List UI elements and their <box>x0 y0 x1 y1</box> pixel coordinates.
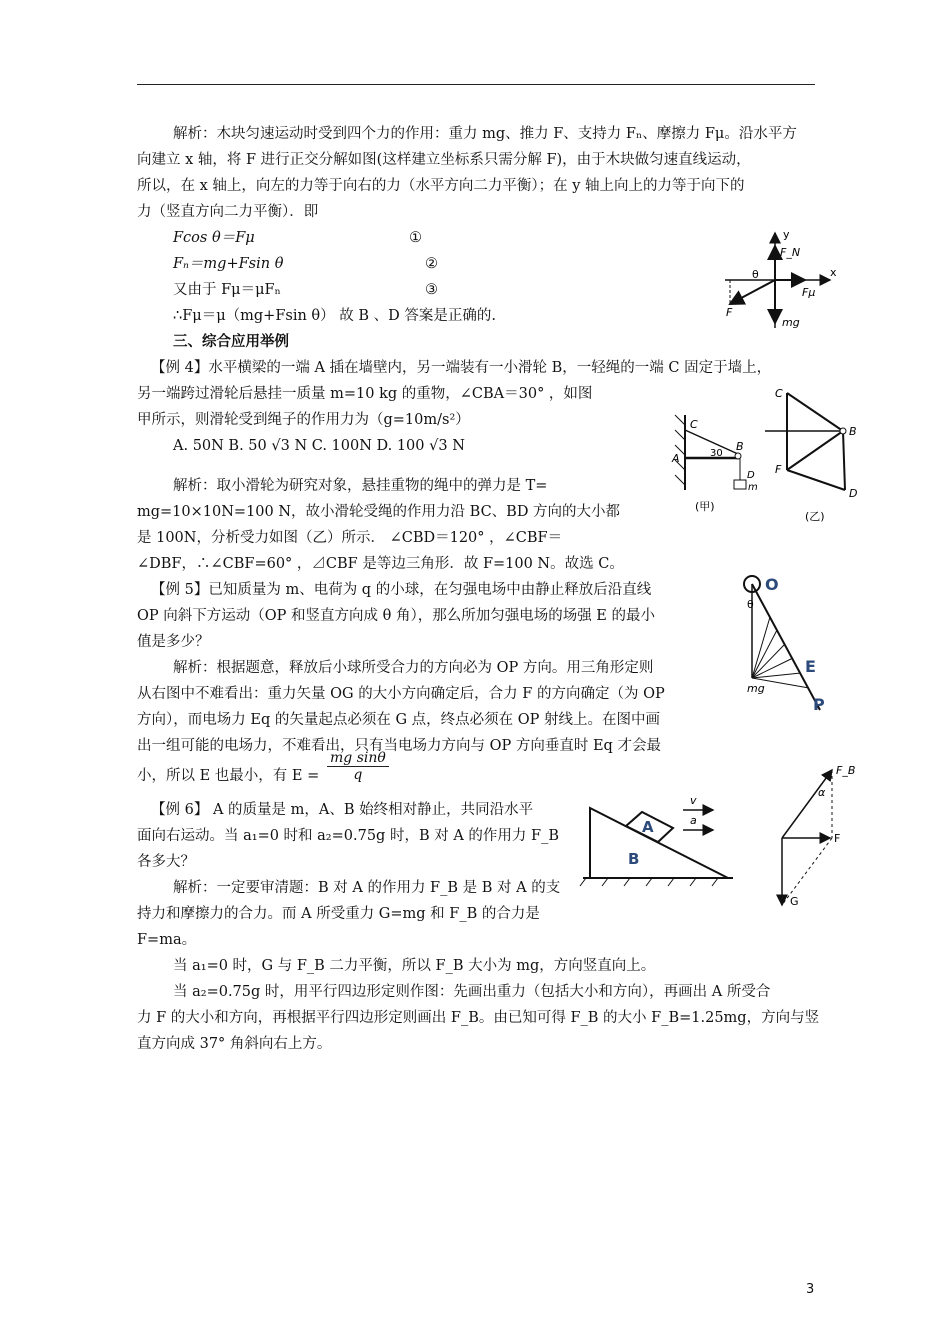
caption-jia: (甲) <box>695 500 715 513</box>
force-diagram-axes <box>720 228 840 338</box>
figure-parallelogram <box>760 760 855 910</box>
a-label: a <box>690 814 697 827</box>
equation-3-number: ③ <box>425 282 438 298</box>
ground-hatch <box>602 878 608 886</box>
theta-label: θ <box>747 598 754 611</box>
c-label: C <box>690 418 698 431</box>
p-label: P <box>813 695 825 714</box>
figure-incline-blocks <box>578 790 743 890</box>
pulley-b <box>840 428 846 434</box>
example-6-solution: 当 a₂=0.75g 时，用平行四边形定则作图：先画出重力（包括大小和方向），再画出 A 所受合 <box>173 984 771 1000</box>
ground-hatch <box>690 878 696 886</box>
wall-hatch <box>675 415 685 425</box>
figure-yi-force-triangle <box>765 385 880 525</box>
example-5-solution: 出一组可能的电场力，不难看出，只有当电场力方向与 OP 方向垂直时 Eq 才会最 <box>137 738 661 754</box>
para-line: 所以，在 x 轴上，向左的力等于向右的力（水平方向二力平衡）；在 y 轴上向上的力等于向下的 <box>137 178 745 194</box>
equation-4: ∴Fμ＝μ（mg+Fsin θ） 故 B 、D 答案是正确的. <box>173 308 496 324</box>
fraction-denominator: q <box>353 767 363 783</box>
block-b-label: B <box>628 850 640 868</box>
mg-label: mg <box>747 682 765 695</box>
block-a-label: A <box>642 818 654 836</box>
f-label: F <box>726 306 733 319</box>
m-label: m <box>748 482 758 493</box>
example-5-solution: 方向），而电场力 Eq 的矢量起点必须在 G 点，终点必须在 OP 射线上。在图中画 <box>137 712 660 728</box>
line-fb <box>787 431 843 470</box>
f-label: F <box>834 832 841 845</box>
example-6-solution: 持力和摩擦力的合力。而 A 所受重力 G=mg 和 F_B 的合力是 <box>137 906 540 922</box>
example-5-line: 【例 5】已知质量为 m、电荷为 q 的小球，在匀强电场中由静止释放后沿直线 <box>151 582 652 598</box>
alpha-label: α <box>818 786 826 799</box>
b-label: B <box>849 425 857 438</box>
section-heading: 三、综合应用举例 <box>173 333 289 350</box>
weight-box <box>734 480 746 489</box>
e-label: E <box>805 657 816 676</box>
d-label: D <box>849 487 858 500</box>
ground-hatch <box>580 878 586 886</box>
equation-1: Fcos θ＝Fμ <box>173 230 255 246</box>
fn-label: F_N <box>780 246 801 259</box>
fb-label: F_B <box>836 764 856 777</box>
example-4-line: 另一端跨过滑轮后悬挂一质量 m=10 kg 的重物，∠CBA＝30° ，如图 <box>137 386 593 402</box>
d-label: D <box>747 470 755 481</box>
c-label: C <box>775 387 783 400</box>
example-4-solution: 解析：取小滑轮为研究对象，悬挂重物的绳中的弹力是 T= <box>173 478 548 494</box>
o-label: O <box>765 575 779 594</box>
angle-label: 30 <box>710 448 723 459</box>
example-6-solution: F=ma。 <box>137 932 197 948</box>
fmu-label: Fμ <box>802 286 816 299</box>
v-label: v <box>690 794 697 807</box>
para-line: 力（竖直方向二力平衡）．即 <box>137 204 319 220</box>
y-label: y <box>783 228 790 241</box>
caption-yi: (乙) <box>805 510 825 523</box>
equation-2-number: ② <box>425 256 438 272</box>
ground-hatch <box>712 878 718 886</box>
equation-1-number: ① <box>409 230 422 246</box>
b-label: B <box>736 440 744 453</box>
wall-hatch <box>675 475 685 485</box>
figure-electric-field-vectors <box>735 570 845 720</box>
example-6-line: 面向右运动。当 a₁=0 时和 a₂=0.75g 时，B 对 A 的作用力 F_B <box>137 828 559 844</box>
wall-hatch <box>675 430 685 440</box>
fb-vector <box>782 770 832 838</box>
example-4-options: A. 50N B. 50 √3 N C. 100N D. 100 √3 N <box>173 438 465 454</box>
equation-2: Fₙ＝mg+Fsin θ <box>173 256 284 272</box>
example-6-line: 各多大？ <box>137 854 195 870</box>
example-4-line: 甲所示，则滑轮受到绳子的作用力为（g=10m/s²） <box>137 412 470 428</box>
example-5-solution: 从右图中不难看出：重力矢量 OG 的大小方向确定后，合力 F 的方向确定（为 OP <box>137 686 665 702</box>
ground-hatch <box>646 878 652 886</box>
formula-fraction <box>327 750 389 783</box>
line-bd <box>843 431 845 490</box>
ground-hatch <box>668 878 674 886</box>
example-4-solution: mg=10×10N=100 N，故小滑轮受绳的作用力沿 BC、BD 方向的大小都 <box>137 504 621 520</box>
example-6-solution: 力 F 的大小和方向，再根据平行四边形定则画出 F_B。由已知可得 F_B 的大小 F_B=1.25mg，方向与竖 <box>137 1010 820 1026</box>
para-line: 解析：木块匀速运动时受到四个力的作用：重力 mg、推力 F、支持力 Fₙ、摩擦力 Fμ。沿水平方 <box>173 126 797 142</box>
field-force-vector <box>752 658 793 678</box>
example-6-solution: 解析：一定要审清题：B 对 A 的作用力 F_B 是 B 对 A 的支 <box>173 880 561 896</box>
example-5-line: OP 向斜下方运动（OP 和竖直方向成 θ 角），那么所加匀强电场的场强 E 的最小 <box>137 608 656 624</box>
field-force-vector <box>752 673 801 678</box>
example-5-solution: 解析：根据题意，释放后小球所受合力的方向必为 OP 方向。用三角形定则 <box>173 660 654 676</box>
page-number: 3 <box>806 1282 815 1297</box>
ground-hatch <box>624 878 630 886</box>
f-label: F <box>775 463 782 476</box>
equation-3: 又由于 Fμ＝μFₙ <box>173 282 281 298</box>
example-6-solution: 当 a₁=0 时，G 与 F_B 二力平衡，所以 F_B 大小为 mg，方向竖直向上。 <box>173 958 656 974</box>
example-4-solution: ∠DBF，∴∠CBF=60° ，⊿CBF 是等边三角形．故 F=100 N。故选 C。 <box>137 556 624 572</box>
example-5-line: 值是多少？ <box>137 634 210 650</box>
line-cb <box>787 393 843 431</box>
push-force-arrow <box>730 280 775 304</box>
a-label: A <box>672 452 680 465</box>
para-line: 向建立 x 轴，将 F 进行正交分解如图(这样建立坐标系只需分解 F)，由于木块做匀速直线运动， <box>137 152 751 168</box>
example-4-line: 【例 4】水平横梁的一端 A 插在墙壁内，另一端装有一小滑轮 B，一轻绳的一端 C 固定于墙上， <box>151 360 772 376</box>
example-6-solution: 直方向成 37° 角斜向右上方。 <box>137 1036 332 1052</box>
header-rule <box>137 84 815 85</box>
figure-jia-wall-beam <box>650 410 760 520</box>
theta-label: θ <box>752 268 759 281</box>
x-label: x <box>830 266 837 279</box>
mg-label: mg <box>782 316 800 329</box>
g-label: G <box>790 895 799 908</box>
example-4-solution: 是 100N，分析受力如图（乙）所示． ∠CBD＝120° ，∠CBF＝ <box>137 530 563 546</box>
example-6-line: 【例 6】 A 的质量是 m，A、B 始终相对静止，共同沿水平 <box>151 802 534 818</box>
fraction-numerator: mg sinθ <box>327 750 389 767</box>
example-5-solution: 小，所以 E 也最小，有 E = <box>137 768 320 784</box>
line-fd <box>787 470 845 490</box>
incline-b <box>590 808 728 878</box>
